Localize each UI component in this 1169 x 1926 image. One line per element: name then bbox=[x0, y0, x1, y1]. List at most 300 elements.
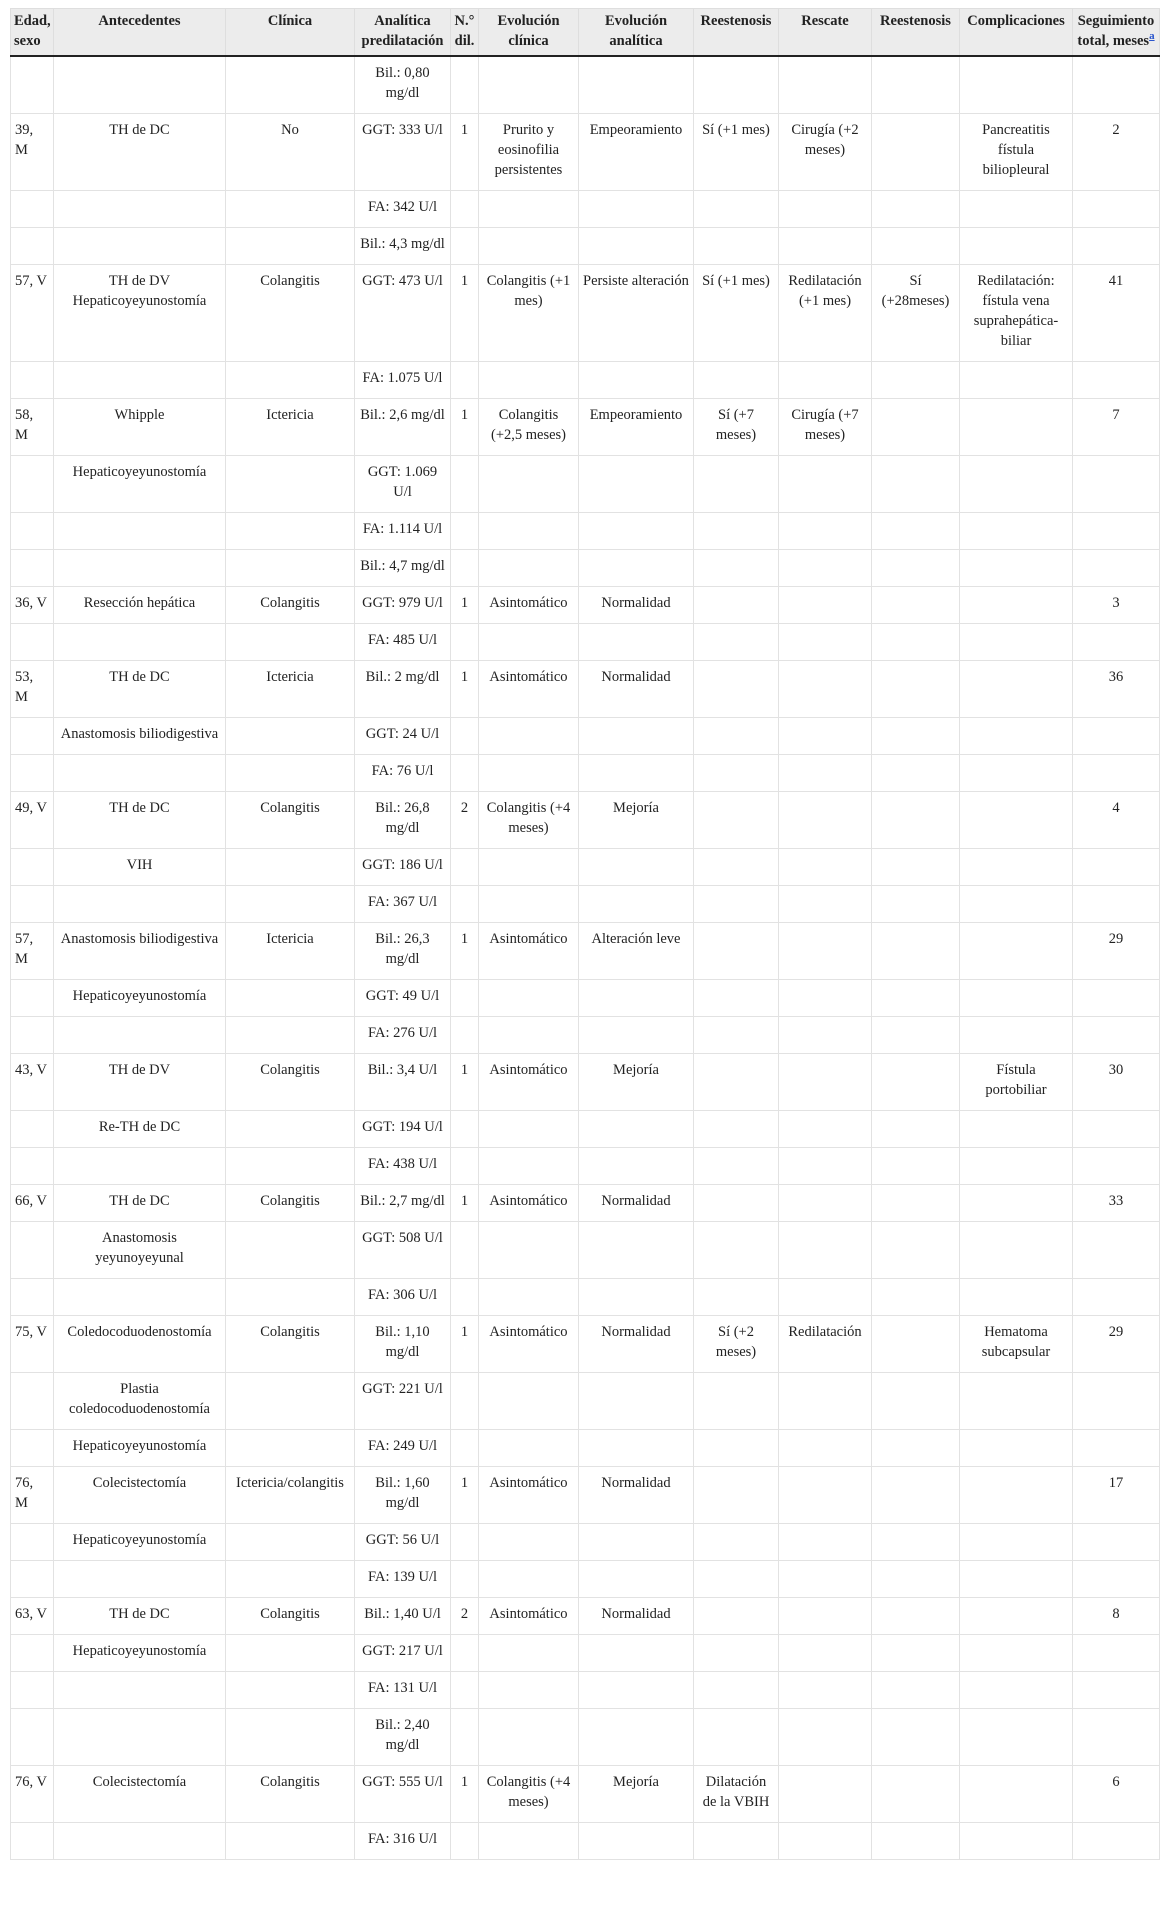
table-cell bbox=[479, 1430, 579, 1467]
table-cell bbox=[779, 1709, 872, 1766]
table-row bbox=[11, 1222, 1160, 1279]
table-cell: Ictericia bbox=[226, 399, 355, 456]
table-row bbox=[11, 1709, 1160, 1766]
table-row bbox=[11, 1430, 1160, 1467]
table-cell bbox=[694, 1561, 779, 1598]
table-cell bbox=[872, 792, 960, 849]
table-cell bbox=[1073, 1279, 1160, 1316]
table-cell bbox=[226, 849, 355, 886]
table-cell: FA: 485 U/l bbox=[355, 624, 451, 661]
table-cell bbox=[872, 1148, 960, 1185]
table-cell: 2 bbox=[1073, 114, 1160, 191]
table-cell bbox=[451, 456, 479, 513]
table-cell bbox=[11, 1561, 54, 1598]
table-cell bbox=[1073, 886, 1160, 923]
table-cell bbox=[54, 1561, 226, 1598]
table-cell bbox=[54, 1279, 226, 1316]
table-cell: TH de DC bbox=[54, 661, 226, 718]
table-cell: 1 bbox=[451, 1054, 479, 1111]
table-cell bbox=[1073, 228, 1160, 265]
table-cell: 57, M bbox=[11, 923, 54, 980]
table-cell bbox=[1073, 624, 1160, 661]
table-cell bbox=[779, 1222, 872, 1279]
table-cell: 66, V bbox=[11, 1185, 54, 1222]
table-row bbox=[11, 1316, 1160, 1373]
table-cell bbox=[694, 1148, 779, 1185]
table-cell bbox=[11, 718, 54, 755]
table-row bbox=[11, 755, 1160, 792]
table-cell bbox=[960, 550, 1073, 587]
table-cell: Normalidad bbox=[579, 587, 694, 624]
table-cell bbox=[694, 661, 779, 718]
table-cell bbox=[11, 513, 54, 550]
table-row bbox=[11, 114, 1160, 191]
table-cell bbox=[479, 362, 579, 399]
table-cell bbox=[872, 1766, 960, 1823]
table-cell: 1 bbox=[451, 265, 479, 362]
table-cell bbox=[54, 1823, 226, 1860]
table-cell: Bil.: 2,40 mg/dl bbox=[355, 1709, 451, 1766]
column-header bbox=[1073, 9, 1160, 57]
table-cell: 3 bbox=[1073, 587, 1160, 624]
table-cell: 1 bbox=[451, 587, 479, 624]
table-cell bbox=[451, 1561, 479, 1598]
table-cell bbox=[1073, 513, 1160, 550]
table-cell bbox=[11, 1017, 54, 1054]
table-cell bbox=[1073, 1561, 1160, 1598]
table-cell bbox=[872, 1430, 960, 1467]
table-cell bbox=[579, 886, 694, 923]
table-cell bbox=[226, 1279, 355, 1316]
table-cell bbox=[960, 624, 1073, 661]
table-cell bbox=[1073, 1111, 1160, 1148]
table-cell: Hepaticoyeyunostomía bbox=[54, 1524, 226, 1561]
table-cell bbox=[779, 1185, 872, 1222]
table-cell bbox=[579, 1524, 694, 1561]
table-cell bbox=[226, 886, 355, 923]
table-cell: FA: 131 U/l bbox=[355, 1672, 451, 1709]
table-cell bbox=[54, 513, 226, 550]
table-cell: GGT: 194 U/l bbox=[355, 1111, 451, 1148]
table-cell bbox=[694, 362, 779, 399]
column-header bbox=[479, 9, 579, 57]
table-cell bbox=[960, 1017, 1073, 1054]
table-cell bbox=[694, 513, 779, 550]
table-cell bbox=[479, 624, 579, 661]
table-cell: Bil.: 2,7 mg/dl bbox=[355, 1185, 451, 1222]
table-cell bbox=[579, 1561, 694, 1598]
table-cell bbox=[694, 849, 779, 886]
table-cell bbox=[1073, 1017, 1160, 1054]
table-cell: Colangitis bbox=[226, 1054, 355, 1111]
table-cell: Asintomático bbox=[479, 661, 579, 718]
table-cell bbox=[1073, 1823, 1160, 1860]
table-cell bbox=[54, 550, 226, 587]
column-header-label: Reestenosis bbox=[880, 13, 951, 29]
table-cell: Asintomático bbox=[479, 1598, 579, 1635]
table-cell: Empeoramiento bbox=[579, 114, 694, 191]
table-cell: Sí (+28meses) bbox=[872, 265, 960, 362]
table-cell: Bil.: 1,10 mg/dl bbox=[355, 1316, 451, 1373]
table-row bbox=[11, 1467, 1160, 1524]
column-header bbox=[579, 9, 694, 57]
column-header-label: N.° dil. bbox=[454, 13, 475, 49]
table-cell: 1 bbox=[451, 923, 479, 980]
table-cell bbox=[54, 362, 226, 399]
table-cell bbox=[11, 1222, 54, 1279]
table-cell: Mejoría bbox=[579, 1054, 694, 1111]
table-cell bbox=[779, 1672, 872, 1709]
table-cell: GGT: 473 U/l bbox=[355, 265, 451, 362]
table-row bbox=[11, 980, 1160, 1017]
table-cell bbox=[960, 1598, 1073, 1635]
data-table bbox=[10, 8, 1160, 1860]
table-cell bbox=[872, 624, 960, 661]
table-cell bbox=[451, 718, 479, 755]
table-cell bbox=[479, 1111, 579, 1148]
table-cell bbox=[779, 550, 872, 587]
table-cell bbox=[960, 399, 1073, 456]
table-cell bbox=[226, 755, 355, 792]
table-cell: GGT: 49 U/l bbox=[355, 980, 451, 1017]
table-cell: Hepaticoyeyunostomía bbox=[54, 980, 226, 1017]
table-cell bbox=[579, 513, 694, 550]
table-cell: TH de DV bbox=[54, 1054, 226, 1111]
table-cell bbox=[960, 1148, 1073, 1185]
table-cell bbox=[451, 1430, 479, 1467]
table-row bbox=[11, 1672, 1160, 1709]
table-cell bbox=[694, 1635, 779, 1672]
header-row bbox=[11, 9, 1160, 57]
table-cell bbox=[779, 718, 872, 755]
table-cell bbox=[779, 228, 872, 265]
table-cell: Colangitis bbox=[226, 792, 355, 849]
table-cell bbox=[694, 718, 779, 755]
table-cell bbox=[226, 1672, 355, 1709]
table-row bbox=[11, 1279, 1160, 1316]
footnote-link[interactable]: a bbox=[1149, 30, 1155, 43]
table-cell bbox=[11, 550, 54, 587]
table-cell: Asintomático bbox=[479, 1185, 579, 1222]
table-cell bbox=[872, 1467, 960, 1524]
table-cell bbox=[579, 1823, 694, 1860]
table-body bbox=[11, 56, 1160, 1860]
table-cell bbox=[54, 228, 226, 265]
table-cell bbox=[1073, 1222, 1160, 1279]
table-cell: Colangitis (+2,5 meses) bbox=[479, 399, 579, 456]
table-cell bbox=[11, 56, 54, 114]
table-cell bbox=[1073, 718, 1160, 755]
table-row bbox=[11, 624, 1160, 661]
column-header bbox=[355, 9, 451, 57]
table-cell: Asintomático bbox=[479, 1316, 579, 1373]
table-cell: FA: 1.075 U/l bbox=[355, 362, 451, 399]
table-cell bbox=[451, 1148, 479, 1185]
table-cell bbox=[960, 1766, 1073, 1823]
table-cell: GGT: 24 U/l bbox=[355, 718, 451, 755]
table-row bbox=[11, 228, 1160, 265]
column-header-label: Clínica bbox=[267, 13, 313, 29]
table-cell bbox=[451, 886, 479, 923]
table-cell: GGT: 979 U/l bbox=[355, 587, 451, 624]
table-cell bbox=[451, 849, 479, 886]
table-cell bbox=[1073, 191, 1160, 228]
table-cell bbox=[872, 114, 960, 191]
table-cell bbox=[11, 980, 54, 1017]
table-cell: Colecistectomía bbox=[54, 1467, 226, 1524]
table-cell bbox=[11, 1148, 54, 1185]
table-cell bbox=[226, 1524, 355, 1561]
table-cell bbox=[872, 1222, 960, 1279]
table-cell bbox=[779, 56, 872, 114]
table-cell bbox=[779, 1766, 872, 1823]
column-header-label: Analítica predilatación bbox=[361, 13, 444, 49]
table-cell bbox=[11, 849, 54, 886]
table-cell bbox=[54, 886, 226, 923]
table-cell bbox=[54, 755, 226, 792]
table-cell bbox=[226, 456, 355, 513]
table-cell: TH de DC bbox=[54, 114, 226, 191]
table-cell bbox=[451, 362, 479, 399]
table-cell bbox=[694, 1823, 779, 1860]
table-cell: Persiste alteración bbox=[579, 265, 694, 362]
table-cell bbox=[779, 1467, 872, 1524]
table-row bbox=[11, 792, 1160, 849]
table-cell bbox=[54, 624, 226, 661]
table-cell bbox=[960, 1823, 1073, 1860]
table-cell: Normalidad bbox=[579, 1467, 694, 1524]
table-row bbox=[11, 587, 1160, 624]
table-cell bbox=[694, 550, 779, 587]
table-cell: Bil.: 1,60 mg/dl bbox=[355, 1467, 451, 1524]
table-cell: 7 bbox=[1073, 399, 1160, 456]
table-row bbox=[11, 1373, 1160, 1430]
table-cell: Normalidad bbox=[579, 1598, 694, 1635]
table-cell bbox=[872, 923, 960, 980]
table-cell bbox=[579, 980, 694, 1017]
table-cell: TH de DV Hepaticoyeyunostomía bbox=[54, 265, 226, 362]
table-cell: Prurito y eosinofilia persistentes bbox=[479, 114, 579, 191]
table-row bbox=[11, 513, 1160, 550]
table-cell bbox=[1073, 980, 1160, 1017]
table-cell bbox=[226, 1111, 355, 1148]
table-cell bbox=[579, 1430, 694, 1467]
table-row bbox=[11, 1148, 1160, 1185]
table-cell bbox=[1073, 550, 1160, 587]
table-cell bbox=[579, 191, 694, 228]
table-cell bbox=[1073, 1635, 1160, 1672]
table-cell: Sí (+1 mes) bbox=[694, 114, 779, 191]
table-cell bbox=[694, 1672, 779, 1709]
table-cell bbox=[451, 1373, 479, 1430]
table-cell bbox=[451, 1111, 479, 1148]
table-cell bbox=[779, 1111, 872, 1148]
table-row bbox=[11, 265, 1160, 362]
table-cell bbox=[872, 755, 960, 792]
table-cell: 29 bbox=[1073, 923, 1160, 980]
table-cell bbox=[779, 1598, 872, 1635]
table-cell: Bil.: 1,40 U/l bbox=[355, 1598, 451, 1635]
table-cell: Ictericia/colangitis bbox=[226, 1467, 355, 1524]
table-cell bbox=[694, 755, 779, 792]
table-cell: Asintomático bbox=[479, 923, 579, 980]
table-cell bbox=[479, 1373, 579, 1430]
column-header bbox=[694, 9, 779, 57]
table-cell: No bbox=[226, 114, 355, 191]
column-header-label: Antecedentes bbox=[98, 13, 181, 29]
table-cell: Colangitis bbox=[226, 1185, 355, 1222]
table-cell: TH de DC bbox=[54, 1185, 226, 1222]
table-cell: Redilatación: fístula vena suprahepática-biliar bbox=[960, 265, 1073, 362]
table-cell bbox=[451, 1635, 479, 1672]
table-cell bbox=[779, 587, 872, 624]
table-cell: Bil.: 26,3 mg/dl bbox=[355, 923, 451, 980]
table-cell bbox=[960, 886, 1073, 923]
table-cell bbox=[694, 1111, 779, 1148]
table-cell bbox=[479, 228, 579, 265]
table-cell bbox=[872, 1316, 960, 1373]
table-cell bbox=[872, 1561, 960, 1598]
table-cell: Asintomático bbox=[479, 1467, 579, 1524]
table-cell bbox=[226, 513, 355, 550]
table-cell bbox=[960, 1222, 1073, 1279]
table-cell bbox=[872, 886, 960, 923]
table-cell: GGT: 186 U/l bbox=[355, 849, 451, 886]
table-cell bbox=[11, 755, 54, 792]
table-cell: 4 bbox=[1073, 792, 1160, 849]
table-cell bbox=[54, 1017, 226, 1054]
table-cell: Cirugía (+7 meses) bbox=[779, 399, 872, 456]
table-cell bbox=[226, 362, 355, 399]
table-cell: Normalidad bbox=[579, 661, 694, 718]
table-cell bbox=[579, 456, 694, 513]
table-cell bbox=[872, 550, 960, 587]
table-cell bbox=[579, 624, 694, 661]
table-container bbox=[10, 8, 1159, 1860]
table-cell bbox=[11, 362, 54, 399]
table-cell bbox=[451, 1279, 479, 1316]
table-cell bbox=[694, 191, 779, 228]
table-cell: Hepaticoyeyunostomía bbox=[54, 1635, 226, 1672]
table-cell: Colangitis bbox=[226, 265, 355, 362]
table-cell bbox=[694, 1054, 779, 1111]
table-cell bbox=[779, 980, 872, 1017]
table-cell bbox=[779, 513, 872, 550]
table-row bbox=[11, 456, 1160, 513]
table-cell: 1 bbox=[451, 661, 479, 718]
table-cell bbox=[226, 228, 355, 265]
table-cell: Redilatación (+1 mes) bbox=[779, 265, 872, 362]
column-header bbox=[779, 9, 872, 57]
table-cell bbox=[872, 661, 960, 718]
table-cell bbox=[960, 718, 1073, 755]
column-header-label: Edad, sexo bbox=[14, 13, 51, 49]
table-cell: Sí (+1 mes) bbox=[694, 265, 779, 362]
table-cell bbox=[1073, 456, 1160, 513]
table-cell bbox=[694, 1279, 779, 1316]
table-cell bbox=[54, 191, 226, 228]
table-cell bbox=[1073, 755, 1160, 792]
table-cell bbox=[960, 1672, 1073, 1709]
table-cell bbox=[1073, 849, 1160, 886]
table-cell: Empeoramiento bbox=[579, 399, 694, 456]
table-cell bbox=[872, 1598, 960, 1635]
table-row bbox=[11, 362, 1160, 399]
table-cell bbox=[579, 1672, 694, 1709]
table-cell bbox=[451, 1672, 479, 1709]
table-cell: 75, V bbox=[11, 1316, 54, 1373]
table-cell bbox=[960, 191, 1073, 228]
table-cell: Re-TH de DC bbox=[54, 1111, 226, 1148]
table-cell bbox=[479, 56, 579, 114]
table-cell bbox=[579, 228, 694, 265]
table-cell: Resección hepática bbox=[54, 587, 226, 624]
table-cell: 8 bbox=[1073, 1598, 1160, 1635]
table-cell bbox=[11, 1672, 54, 1709]
table-cell: FA: 76 U/l bbox=[355, 755, 451, 792]
table-cell bbox=[872, 513, 960, 550]
table-cell bbox=[960, 228, 1073, 265]
table-cell bbox=[872, 228, 960, 265]
table-cell bbox=[479, 550, 579, 587]
table-cell bbox=[226, 1561, 355, 1598]
table-cell bbox=[579, 1279, 694, 1316]
table-cell bbox=[779, 1430, 872, 1467]
table-cell bbox=[872, 1672, 960, 1709]
table-cell bbox=[779, 624, 872, 661]
table-cell: Anastomosis yeyunoyeyunal bbox=[54, 1222, 226, 1279]
table-cell bbox=[579, 1111, 694, 1148]
table-cell bbox=[479, 1279, 579, 1316]
table-cell bbox=[694, 1222, 779, 1279]
table-row bbox=[11, 718, 1160, 755]
table-cell: Bil.: 4,3 mg/dl bbox=[355, 228, 451, 265]
table-cell: Colangitis (+4 meses) bbox=[479, 792, 579, 849]
table-cell bbox=[694, 792, 779, 849]
table-cell bbox=[872, 1185, 960, 1222]
table-cell bbox=[694, 1430, 779, 1467]
column-header bbox=[960, 9, 1073, 57]
table-cell: Fístula portobiliar bbox=[960, 1054, 1073, 1111]
table-cell bbox=[779, 1148, 872, 1185]
table-cell bbox=[779, 661, 872, 718]
table-cell: 33 bbox=[1073, 1185, 1160, 1222]
table-cell bbox=[11, 1709, 54, 1766]
table-row bbox=[11, 1524, 1160, 1561]
table-cell bbox=[579, 755, 694, 792]
table-cell bbox=[694, 980, 779, 1017]
table-cell: Asintomático bbox=[479, 587, 579, 624]
table-cell bbox=[579, 1635, 694, 1672]
table-cell bbox=[451, 1524, 479, 1561]
table-cell: 41 bbox=[1073, 265, 1160, 362]
table-cell bbox=[451, 980, 479, 1017]
table-cell bbox=[872, 1635, 960, 1672]
table-row bbox=[11, 399, 1160, 456]
table-cell bbox=[11, 191, 54, 228]
table-cell bbox=[694, 923, 779, 980]
table-row bbox=[11, 191, 1160, 228]
table-cell bbox=[226, 624, 355, 661]
table-cell bbox=[960, 1561, 1073, 1598]
column-header-label: Rescate bbox=[801, 13, 849, 29]
table-cell bbox=[1073, 1524, 1160, 1561]
table-cell bbox=[779, 362, 872, 399]
table-cell bbox=[872, 56, 960, 114]
table-cell: 1 bbox=[451, 399, 479, 456]
table-cell bbox=[960, 1467, 1073, 1524]
table-cell bbox=[694, 1598, 779, 1635]
